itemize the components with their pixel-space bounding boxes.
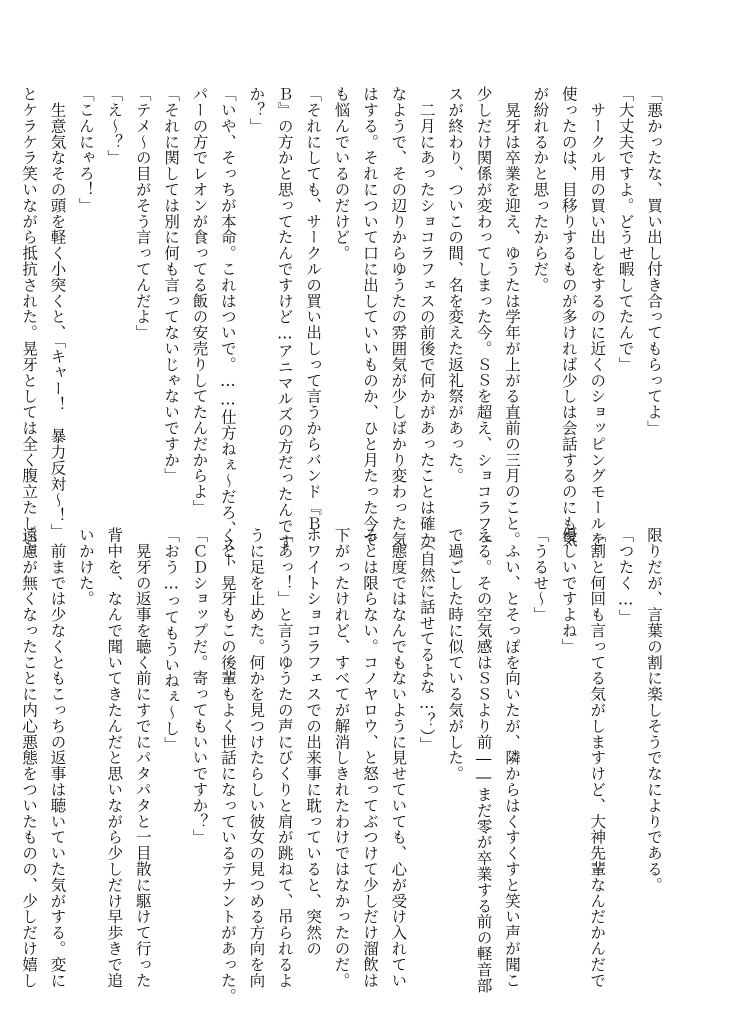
text-line: ふい、とそっぽを向いたが、隣からはくすくすと笑い声が聞こ <box>502 527 521 989</box>
text-line: も悩んでいるのだけど。 <box>332 86 351 261</box>
text-line: 優しいですよね」 <box>559 527 578 655</box>
text-line: 前までは少なくともこっちの返事は聴いていた気がする。変に <box>48 527 67 989</box>
text-line: 「（自然に話せてるよな…？）」 <box>417 527 436 753</box>
text-line: うに足を止めた。何かを見つけたらしい彼女の見つめる方向を向 <box>247 527 266 989</box>
text-line: 「それにしても、サークルの買い出しって言うからバンド『Ｂ <box>304 86 323 532</box>
text-line: が紛れるかと思ったからだ。 <box>531 86 550 293</box>
text-line: 態度ではなんでもないように見せていても、心が受け入れてい <box>389 527 408 989</box>
text-line: 「いや、そっちが本命。これはついで。……仕方ねぇ～だろ、スー <box>218 86 237 568</box>
text-line: いかけた。 <box>76 527 95 607</box>
text-line: 「あっ！」と言うゆうたの声にびくりと肩が跳ねて、吊られるよ <box>275 527 294 989</box>
text-line: 二月にあったショコラフェスの前後で何かがあったことは確か <box>417 86 436 548</box>
text-line: 晃牙は卒業を迎え、ゆうたは学年が上がる直前の三月のこと。 <box>502 86 521 548</box>
text-line: 「大丈夫ですよ。どうせ暇してたんで」 <box>616 86 635 373</box>
text-line: 生意気なその頭を軽く小突くと、「キャー！ 暴力反対～！」 <box>48 86 67 540</box>
text-line: なようで、その辺りからゆうたの雰囲気が少しばかり変わった気 <box>389 86 408 548</box>
text-line: 背中を、なんで聞いてきたんだと思いながら少しだけ早歩きで追 <box>105 527 124 989</box>
text-line: はする。それについて口に出していいものか、ひと月たった今で <box>360 86 379 548</box>
text-line: スが終わり、ついこの間、名を変えた返礼祭があった。 <box>446 86 465 484</box>
text-line: える。その空気感はＳＳより前――まだ零が卒業する前の軽音部 <box>474 527 493 994</box>
text-line: 「え～？」 <box>105 86 124 166</box>
text-line: か？」 <box>247 86 266 134</box>
text-line: 「こんにゃろ！」 <box>76 86 95 214</box>
text-line: パーの方でレオンが食ってる飯の安売りしてたんだからよ」 <box>190 86 209 516</box>
text-line: 限りだが、言葉の割に楽しそうでなによりである。 <box>645 527 663 893</box>
lower-text-block <box>20 527 668 1004</box>
text-line: 「おう…ってもういねぇ～し」 <box>162 527 181 753</box>
text-line: 「ＣＤショップだ。寄ってもいいですか？」 <box>190 527 209 845</box>
text-line: Ｂ』の方かと思ってたんですけど…アニマルズの方だったんです <box>275 86 294 550</box>
text-line: 「うるせ～」 <box>531 527 550 623</box>
text-line: 「つたく…」 <box>616 527 635 625</box>
text-line: 「割と何回も言ってる気がしますけど、大神先輩なんだかんだで <box>588 527 607 989</box>
text-line: 「悪かったな、買い出し付き合ってもらってよ」 <box>645 86 663 436</box>
text-line: とケラケラ笑いながら抵抗された。晃牙としては全く腹立たしい <box>20 86 39 548</box>
text-line: 遠慮が無くなったことに内心悪態をついたものの、少しだけ嬉し <box>20 527 39 989</box>
text-line: サークル用の買い出しをするのに近くのショッピングモールを <box>588 86 607 548</box>
text-line: 少しだけ関係が変わってしまった今。ＳＳを超え、ショコラフェ <box>474 86 493 548</box>
text-line: 下がったけれど、すべてが解消しきれたわけではなかったのだ。 <box>332 527 351 989</box>
text-line: 「それに関しては別に何も言ってないじゃないですか」 <box>162 86 181 484</box>
text-line: ホワイトショコラフェスでの出来事に耽っていると、突然の <box>304 527 323 957</box>
text-line: 使ったのは、目移りするものが多ければ少しは会話するのにも気 <box>559 86 578 548</box>
text-line: で過ごした時に似ている気がした。 <box>446 527 465 782</box>
text-line: 晃牙の返事を聴く前にすでにパタパタと一目散に駆けて行った <box>133 527 152 989</box>
text-line: 「テメ～の目がそう言ってんだよ」 <box>133 86 152 341</box>
text-line: くと、晃牙もこの後輩もよく世話になっているテナントがあった。 <box>218 527 237 1004</box>
text-line: るとは限らない。コノヤロウ、と怒ってぶつけて少しだけ溜飲は <box>360 527 379 989</box>
